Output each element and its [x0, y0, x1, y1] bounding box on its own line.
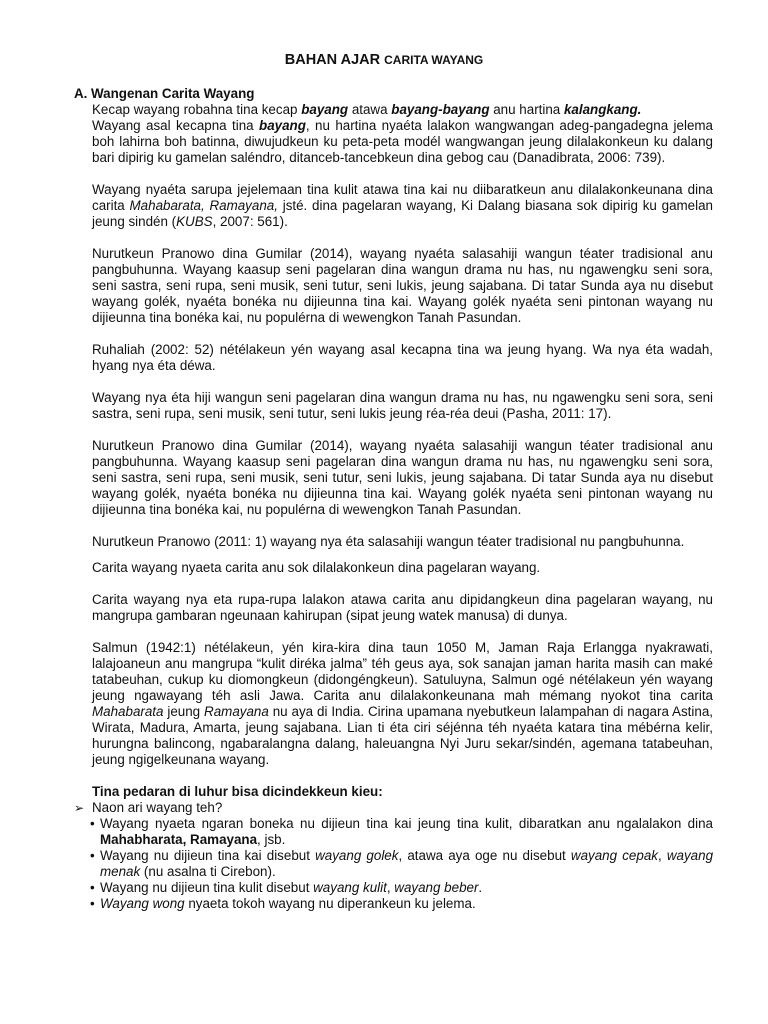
- section-heading: [74, 86, 254, 102]
- bullet-dot-icon: •: [90, 848, 95, 863]
- summary-title: Tina pedaran di luhur bisa dicindekkeun kieu:: [92, 784, 383, 799]
- paragraph-6: Nurutkeun Pranowo dina Gumilar (2014), wayang nyaéta salasahiji wangun téater tradisional anu pangbuhunna. Wayang kaasup seni pagelaran dina wangun drama nu has, nu ngawengku seni sora, seni sastra, seni rupa, seni musik, seni tutur, seni lukis, jeung sajabana. Di tatar Sunda aya nu disebut wayang golék, nyaéta bonéka nu dijieunna tina kai. Wayang golék nyaéta seni pintonan wayang nu dijieunna tina bonéka kai, nu populérna di wewengkon Tanah Pasundan.: [92, 438, 713, 517]
- b3-text: Wayang nu dijieun tina kulit disebut: [100, 880, 314, 895]
- paragraph-3: Nurutkeun Pranowo dina Gumilar (2014), wayang nyaéta salasahiji wangun téater tradisional anu pangbuhunna. Wayang kaasup seni pagelaran dina wangun drama nu has, nu ngawengku seni sora, seni sastra, seni rupa, seni musik, seni tutur, seni lukis, jeung sajabana. Di tatar Sunda aya nu disebut wayang golék, nyaéta bonéka nu dijieunna tina kai. Wayang golék nyaéta seni pintonan wayang nu dijieunna tina bonéka kai, nu populérna di wewengkon Tanah Pasundan.: [92, 246, 713, 325]
- p1-term-bayang-bayang: bayang-bayang: [391, 102, 490, 117]
- paragraph-2: [92, 182, 713, 230]
- b2-text: ,: [657, 848, 667, 863]
- summary-question-text: Naon ari wayang teh?: [92, 800, 223, 815]
- paragraph-4: Ruhaliah (2002: 52) nétélakeun yén wayang asal kecapna tina wa jeung hyang. Wa nya éta wadah, hyang nya éta déwa.: [92, 342, 713, 373]
- b2-wayang-golek: wayang golek: [315, 848, 399, 863]
- paragraph-7: Nurutkeun Pranowo (2011: 1) wayang nya éta salasahiji wangun téater tradisional nu pangbuhunna.: [92, 534, 685, 549]
- p1b-text: Wayang asal kecapna tina: [92, 118, 260, 133]
- title-part1: BAHAN AJAR: [284, 52, 385, 68]
- b2-text: , atawa aya oge nu disebut: [398, 848, 571, 863]
- paragraph-9: Carita wayang nya eta rupa-rupa lalakon atawa carita anu dipidangkeun dina pagelaran wayang, nu mangrupa gambaran ngeunaan kahirupan (sipat jeung watek manusa) di dunya.: [92, 592, 713, 623]
- b3-text: .: [478, 880, 483, 895]
- p1-text: atawa: [348, 102, 392, 117]
- document-title: [0, 52, 768, 68]
- p1-term-kalangkang: kalangkang.: [563, 102, 642, 117]
- p10-text: jeung: [163, 704, 205, 719]
- p10-text: Salmun (1942:1) nétélakeun, yén kira-kira dina taun 1050 M, Jaman Raja Erlangga nyakrawati, lalajoaneun anu mangrupa “kulit diréka jalma” téh geus aya, sok sanajan jaman harita masih can maké tatabeuhan, cukup ku diomongkeun (didongéngkeun). Satuluyna, Salmun ogé nétélakeun yén wayang jeung ngawayang téh asli Jawa. Carita anu dilalakonkeunana mah mémang nyokot tina carita: [92, 640, 713, 703]
- p1-text: Kecap wayang robahna tina kecap: [92, 102, 302, 117]
- p10-ramayana: Ramayana: [204, 704, 269, 719]
- paragraph-8: Carita wayang nyaeta carita anu sok dilalakonkeun dina pagelaran wayang.: [92, 560, 541, 575]
- p1b-term-bayang: bayang: [259, 118, 306, 133]
- b4-text: nyaeta tokoh wayang nu diperankeun ku jelema.: [184, 896, 476, 911]
- p10-text: nu aya di India. Cirina upamana nyebutkeun lalampahan di nagara Astina, Wirata, Madura, Amarta, jeung sajabana. Lian ti éta ciri séjénna téh nyaéta katara tina mébérna kelir, hurungna balincong, ngabaralangna dalang, haleuangna Nyi Juru sekar/sindén, agemana tatabeuhan, jeung ngigelkeunana wayang.: [92, 704, 713, 767]
- list-item: [92, 880, 713, 896]
- paragraph-5: Wayang nya éta hiji wangun seni pagelaran dina wangun drama nu has, nu ngawengku seni sora, seni sastra, seni rupa, seni musik, seni tutur, seni lukis jeung réa-réa deui (Pasha, 2011: 17).: [92, 390, 713, 421]
- b1-epics: Mahabharata, Ramayana: [100, 832, 258, 847]
- b2-wayang-cepak: wayang cepak: [570, 848, 658, 863]
- b3-text: ,: [386, 880, 395, 895]
- bullet-dot-icon: •: [90, 816, 95, 831]
- b2-text: Wayang nu dijieun tina kai disebut: [100, 848, 316, 863]
- p2-text: , 2007: 561).: [212, 214, 288, 229]
- list-item: [92, 816, 713, 848]
- list-item: [92, 896, 713, 912]
- arrow-bullet-icon: ➢: [74, 801, 85, 815]
- p2-text: jsté. dina pagelaran wayang, Ki Dalang biasana sok dipirig ku gamelan jeung sindén (: [92, 198, 713, 229]
- b1-text: Wayang nyaeta ngaran boneka nu dijieun tina kai jeung tina kulit, dibaratkan anu ngalalakon dina: [100, 816, 713, 831]
- b3-wayang-kulit: wayang kulit: [313, 880, 387, 895]
- p2-source: KUBS: [176, 214, 213, 229]
- b2-text: (nu asalna ti Cirebon).: [140, 864, 276, 879]
- bullet-dot-icon: •: [90, 896, 95, 911]
- list-item: [92, 848, 713, 880]
- title-part2: CARITA WAYANG: [384, 53, 484, 67]
- summary-question: [74, 800, 713, 816]
- b4-wayang-wong: Wayang wong: [100, 896, 185, 911]
- p1-term-bayang: bayang: [301, 102, 349, 117]
- p1-text: anu hartina: [489, 102, 564, 117]
- b1-text: , jsb.: [257, 832, 286, 847]
- summary-list: [92, 816, 713, 912]
- paragraph-1b: [92, 118, 713, 166]
- paragraph-10: [92, 640, 713, 768]
- p10-mahabarata: Mahabarata: [92, 704, 164, 719]
- body-content: [74, 102, 714, 912]
- p2-epics: Mahabarata, Ramayana,: [129, 198, 278, 213]
- b2-wayang-menak: wayang menak: [100, 848, 714, 879]
- b3-wayang-beber: wayang beber: [394, 880, 479, 895]
- p2-text: Wayang nyaéta sarupa jejelemaan tina kulit atawa tina kai nu diibaratkeun anu dilalakonkeunana dina carita: [92, 182, 713, 213]
- bullet-dot-icon: •: [90, 880, 95, 895]
- section-letter: A.: [74, 86, 88, 101]
- paragraph-1: [92, 102, 713, 118]
- section-heading-text: Wangenan Carita Wayang: [91, 86, 255, 101]
- p1b-text: , nu hartina nyaéta lalakon wangwangan adeg-pangadegna jelema boh lahirna boh batinna, diwujudkeun ku peta-peta modél wangwangan jeung dilalakonkeun ku dalang bari dipirig ku gamelan saléndro, ditanceb-tancebkeun dina gebog cau (Danadibrata, 2006: 739).: [92, 118, 713, 165]
